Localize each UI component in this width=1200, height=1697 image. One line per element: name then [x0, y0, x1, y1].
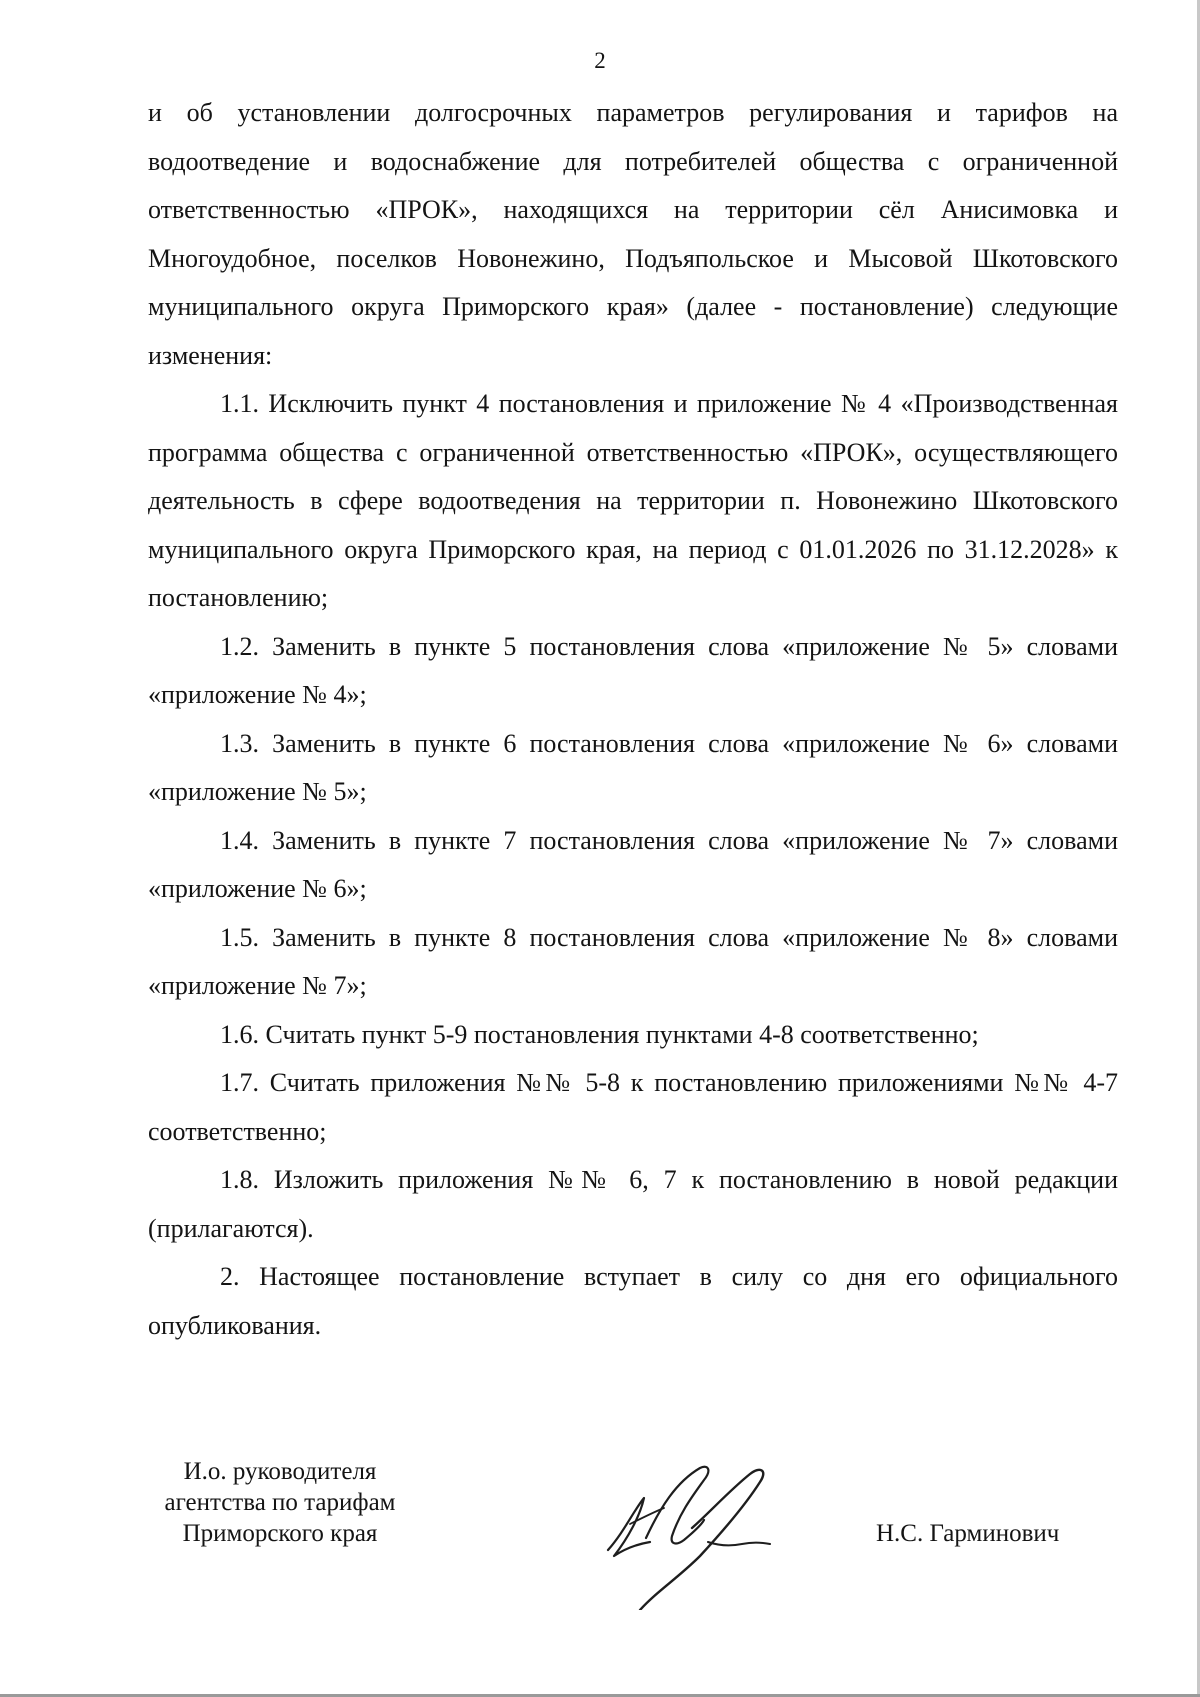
paragraph-1-6: 1.6. Считать пункт 5-9 постановления пунктами 4-8 соответственно;: [220, 1019, 979, 1049]
page-number: 2: [594, 48, 606, 73]
paragraph-1-3: 1.3. Заменить в пункте 6 постановления слова «приложение № 6» словами «приложение № 5»;: [148, 728, 1118, 806]
paragraph-1-4: 1.4. Заменить в пункте 7 постановления слова «приложение № 7» словами «приложение № 6»;: [148, 825, 1118, 903]
signer-name: Н.С. Гарминович: [876, 1520, 1060, 1547]
paragraph-1-7: 1.7. Считать приложения №№ 5-8 к постановлению приложениями №№ 4-7 соответственно;: [148, 1068, 1118, 1146]
handwritten-signature: [600, 1450, 820, 1610]
signer-title-line: агентства по тарифам: [164, 1489, 396, 1516]
signer-title: [130, 1456, 430, 1549]
paragraph-1-5: 1.5. Заменить в пункте 8 постановления слова «приложение № 8» словами «приложение № 7»;: [148, 922, 1118, 1000]
signature-block: [0, 1450, 1200, 1650]
signer-title-line: Приморского края: [182, 1520, 378, 1547]
paragraph-1-8: 1.8. Изложить приложения №№ 6, 7 к постановлению в новой редакции (прилагаются).: [148, 1165, 1118, 1243]
document-body: [148, 89, 1118, 1350]
paragraph-1-1: 1.1. Исключить пункт 4 постановления и приложение № 4 «Производственная программа общества с ограниченной ответственностью «ПРОК», осуществляющего деятельность в сфере водоотведения на территории п. Новонежино Шкотовского муниципального округа Приморского края, на период с 01.01.2026 по 31.12.2028» к постановлению;: [148, 389, 1118, 612]
signer-title-line: И.о. руководителя: [183, 1458, 377, 1485]
paragraph-2: 2. Настоящее постановление вступает в силу со дня его официального опубликования.: [148, 1262, 1118, 1340]
paragraph-1-2: 1.2. Заменить в пункте 5 постановления слова «приложение № 5» словами «приложение № 4»;: [148, 631, 1118, 709]
paragraph-intro-continuation: и об установлении долгосрочных параметров регулирования и тарифов на водоотведение и водоснабжение для потребителей общества с ограниченной ответственностью «ПРОК», находящихся на территории сёл Анисимовка и Многоудобное, поселков Новонежино, Подъяпольское и Мысовой Шкотовского муниципального округа Приморского края» (далее - постановление) следующие изменения:: [148, 98, 1118, 370]
